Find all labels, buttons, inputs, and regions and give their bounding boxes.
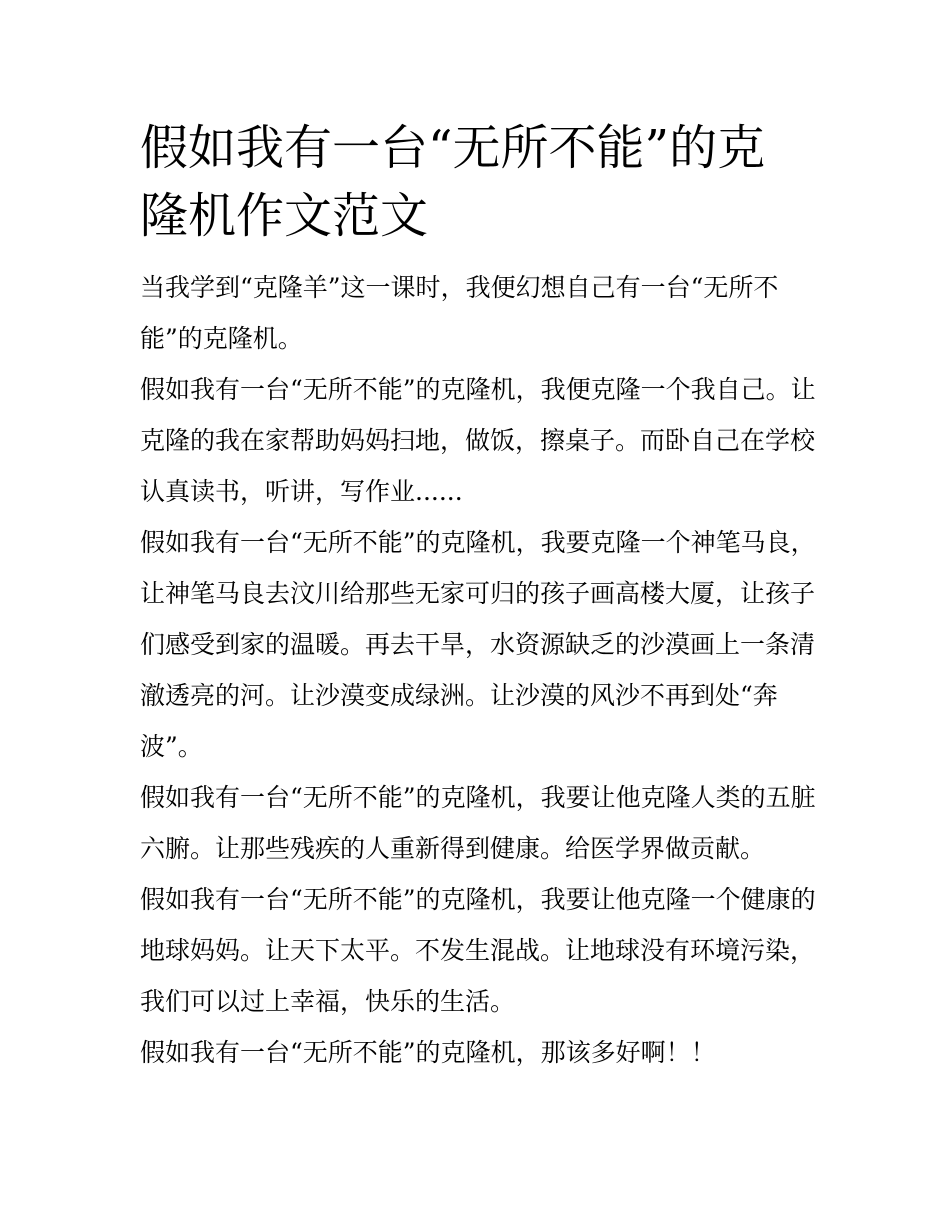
- paragraph: 当我学到“克隆羊”这一课时，我便幻想自己有一台“无所不 能”的克隆机。: [140, 273, 779, 353]
- document-title: [140, 114, 820, 250]
- title-line: 隆机作文范文: [140, 188, 429, 244]
- title-line: 假如我有一台“无所不能”的克: [140, 120, 766, 176]
- paragraph: 假如我有一台“无所不能”的克隆机，我要让他克隆一个健康的 地球妈妈。让天下太平。不发生混战。让地球没有环境污染， 我们可以过上幸福，快乐的生活。: [140, 885, 816, 1016]
- paragraph: 假如我有一台“无所不能”的克隆机，我要克隆一个神笔马良， 让神笔马良去汶川给那些无家可归的孩子画高楼大厦，让孩子 们感受到家的温暖。再去干旱，水资源缺乏的沙漠画上一条清 澈透亮的河。让沙漠变成绿洲。让沙漠的风沙不再到处“奔 波”。: [140, 528, 816, 761]
- document-body: [140, 114, 820, 1078]
- paragraph: 假如我有一台“无所不能”的克隆机，我便克隆一个我自己。让 克隆的我在家帮助妈妈扫地，做饭，擦桌子。而卧自己在学校 认真读书，听讲，写作业......: [140, 375, 816, 506]
- paragraph: 假如我有一台“无所不能”的克隆机，我要让他克隆人类的五脏 六腑。让那些残疾的人重新得到健康。给医学界做贡献。: [140, 783, 816, 863]
- paragraph: 假如我有一台“无所不能”的克隆机，那该多好啊！！: [140, 1038, 716, 1067]
